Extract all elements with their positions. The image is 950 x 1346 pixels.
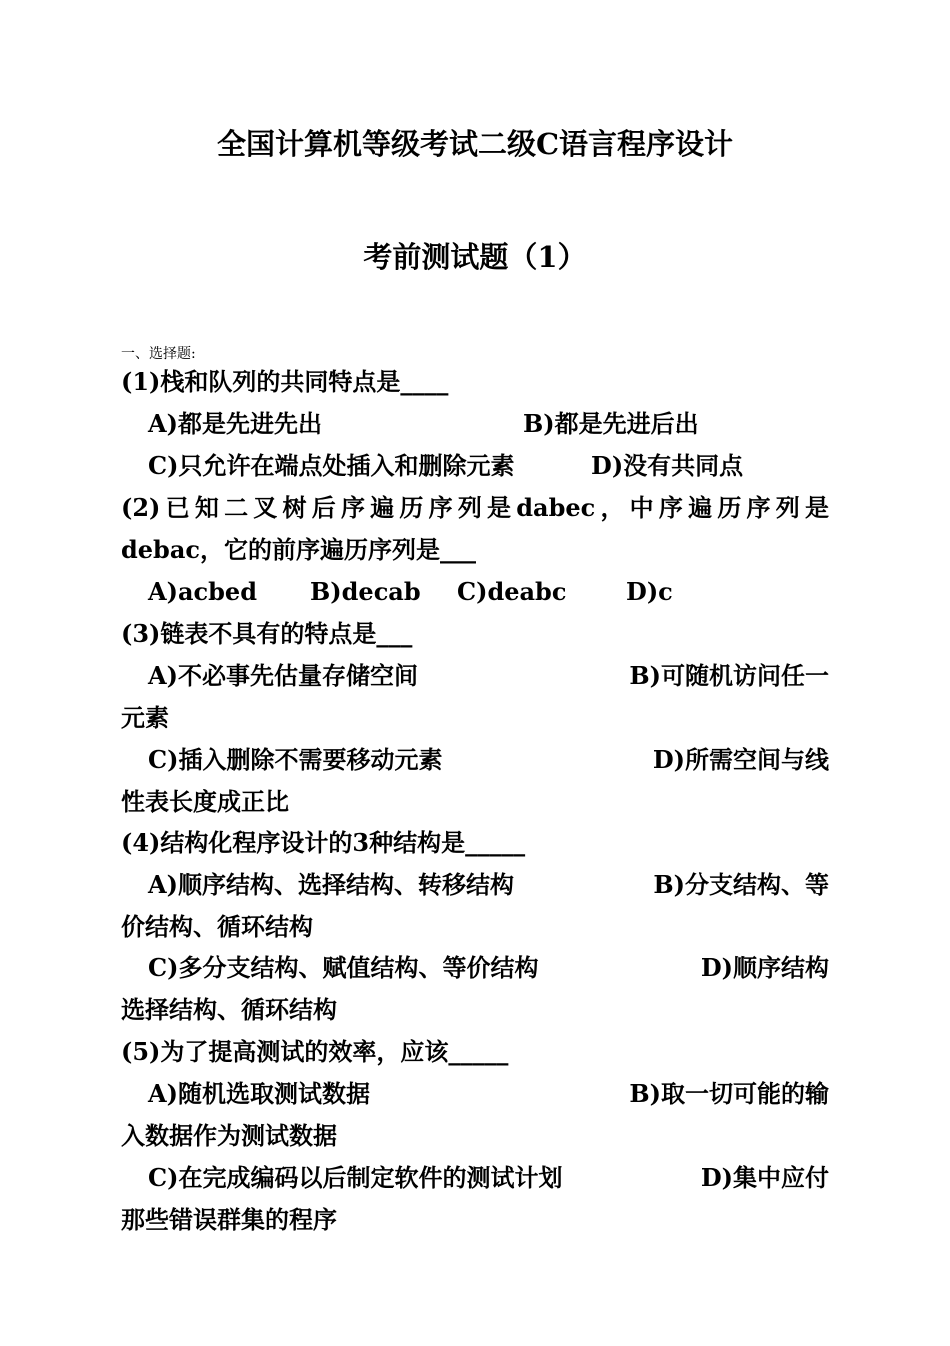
question-3-options-row1 <box>121 659 829 693</box>
question-4-options-row1 <box>121 868 829 902</box>
document-subtitle: 考前测试题（1） <box>363 240 587 274</box>
question-4-option-b-continued: 价结构、循环结构 <box>121 912 313 941</box>
option-b: B)可随机访问任一 <box>629 661 829 690</box>
option-d: D)顺序结构 <box>700 953 829 982</box>
option-b: B)分支结构、等 <box>653 870 829 899</box>
option-c: C)多分支结构、赋值结构、等价结构 <box>148 953 539 982</box>
question-2-stem-line2: debac，它的前序遍历序列是___ <box>121 535 476 564</box>
question-3-option-b-continued: 元素 <box>121 703 169 732</box>
option-a: A)都是先进先出 <box>148 409 322 438</box>
option-d: D)c <box>626 577 673 606</box>
question-3-options-row2 <box>121 743 829 777</box>
option-c: C)在完成编码以后制定软件的测试计划 <box>148 1163 563 1192</box>
question-1-options-row2 <box>121 449 829 483</box>
option-a: A)acbed <box>148 577 257 606</box>
question-4-stem: (4)结构化程序设计的3种结构是_____ <box>121 828 526 857</box>
section-heading: 一、选择题: <box>121 346 196 362</box>
option-c: C)deabc <box>457 577 567 606</box>
option-b: B)decab <box>310 577 421 606</box>
option-a: A)顺序结构、选择结构、转移结构 <box>148 870 514 899</box>
question-5-option-d-continued: 那些错误群集的程序 <box>121 1205 337 1234</box>
question-4-options-row2 <box>121 951 829 985</box>
option-c: C)只允许在端点处插入和删除元素 <box>148 451 515 480</box>
question-3-stem: (3)链表不具有的特点是___ <box>121 619 413 648</box>
option-a: A)不必事先估量存储空间 <box>148 661 418 690</box>
question-1-options-row1 <box>121 407 829 441</box>
question-2-options <box>121 575 829 609</box>
question-5-stem: (5)为了提高测试的效率，应该_____ <box>121 1037 509 1066</box>
question-5-options-row1 <box>121 1077 829 1111</box>
option-a: A)随机选取测试数据 <box>148 1079 370 1108</box>
question-3-option-d-continued: 性表长度成正比 <box>121 787 289 816</box>
option-b: B)都是先进后出 <box>523 409 699 438</box>
option-c: C)插入删除不需要移动元素 <box>148 745 443 774</box>
option-d: D)没有共同点 <box>591 451 744 480</box>
question-2-stem-line1: (2)已知二叉树后序遍历序列是dabec，中序遍历序列是 <box>121 493 829 522</box>
option-d: D)所需空间与线 <box>652 745 829 774</box>
question-5-option-b-continued: 入数据作为测试数据 <box>121 1121 337 1150</box>
option-d: D)集中应付 <box>700 1163 829 1192</box>
option-b: B)取一切可能的输 <box>629 1079 829 1108</box>
question-1-stem: (1)栈和队列的共同特点是____ <box>121 367 449 396</box>
question-5-options-row2 <box>121 1161 829 1195</box>
document-title: 全国计算机等级考试二级C语言程序设计 <box>216 127 734 161</box>
question-4-option-d-continued: 选择结构、循环结构 <box>121 995 337 1024</box>
